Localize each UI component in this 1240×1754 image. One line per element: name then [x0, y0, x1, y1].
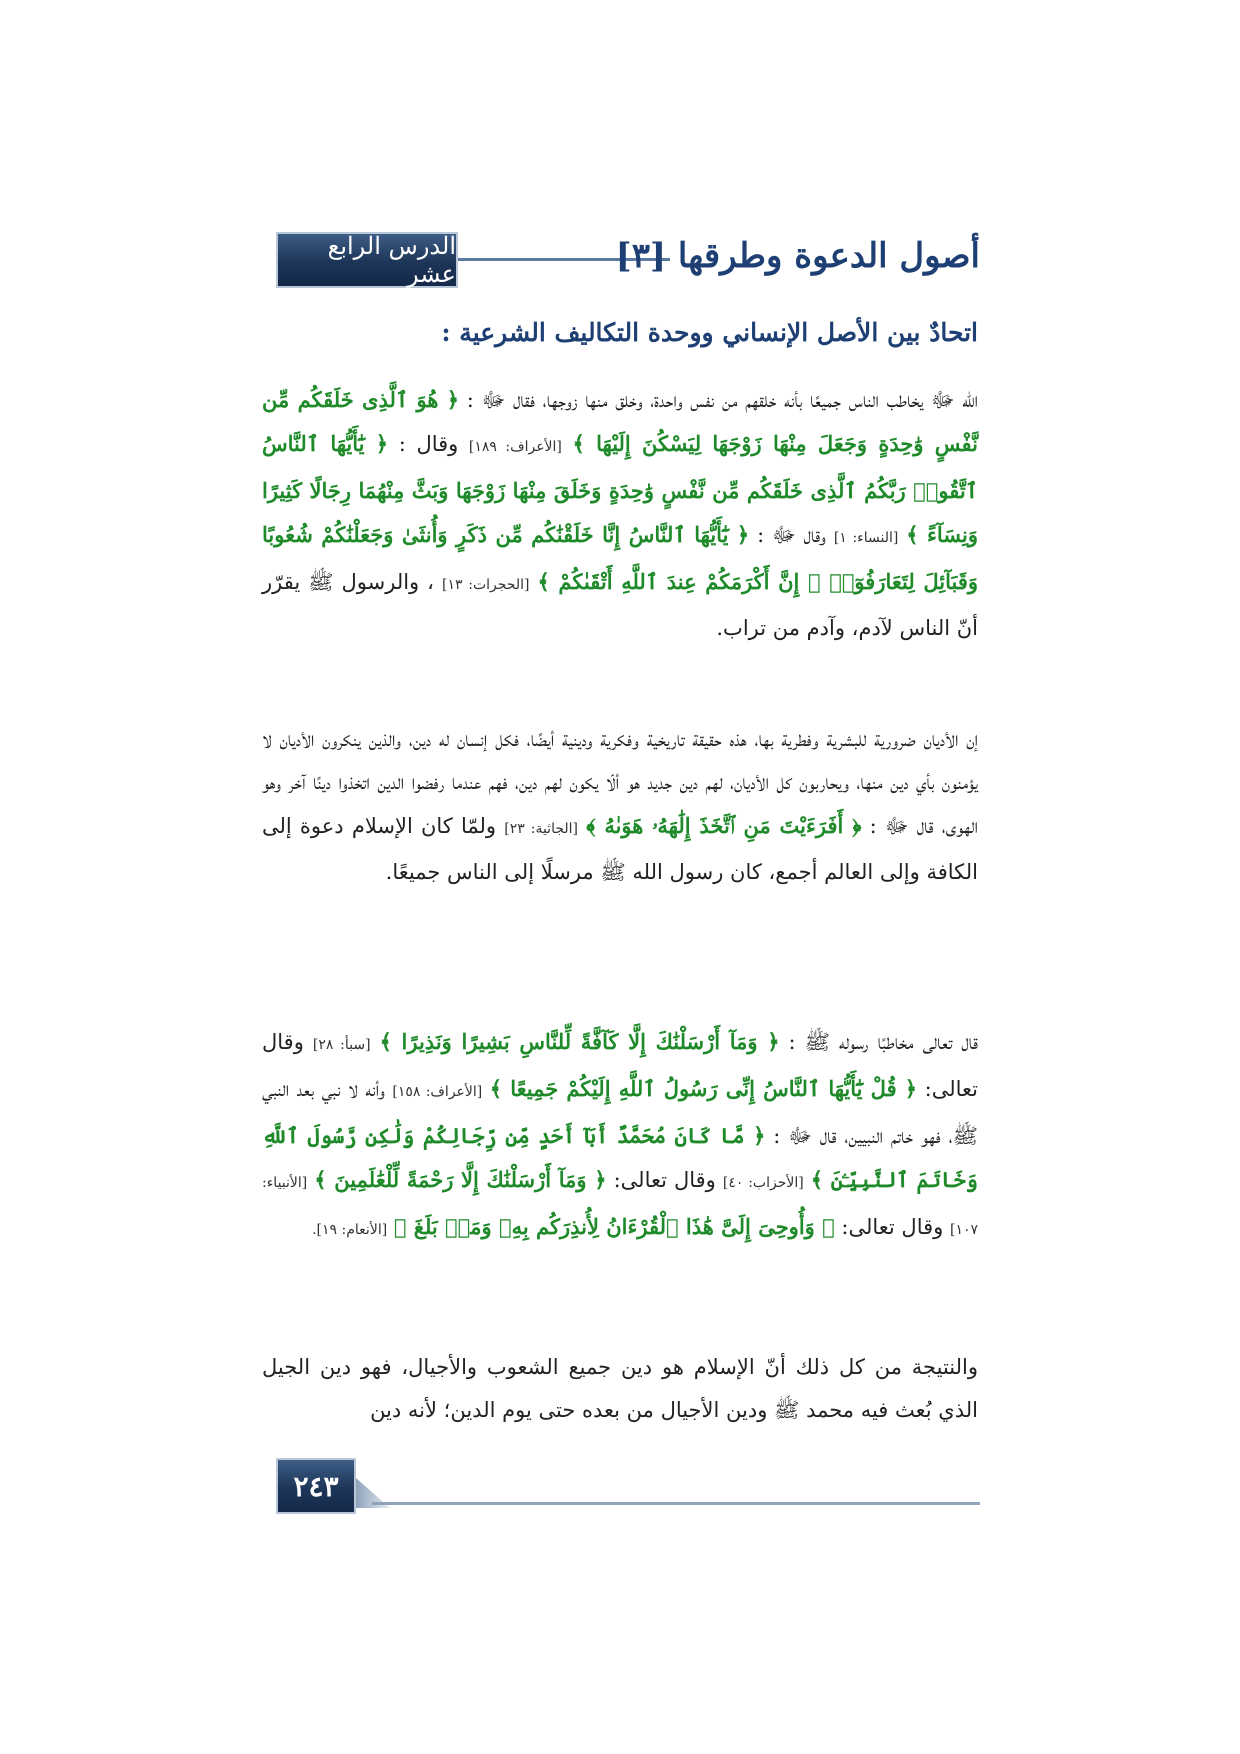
- quran-verse: ﴿ هُوَ ٱلَّذِى خَلَقَكُم مِّن نَّفْسٍ وَٰحِدَةٍ وَجَعَلَ مِنْهَا زَوْجَهَا لِيَسْكُنَ إِلَيْهَا ﴾: [262, 387, 978, 456]
- page-header: [276, 232, 980, 288]
- verse-reference: [الحجرات: ١٣]: [441, 577, 530, 593]
- quran-verse: ﴿ قُلْ يَٰٓأَيُّهَا ٱلنَّاسُ إِنِّى رَسُولُ ٱللَّهِ إِلَيْكُمْ جَمِيعًا ﴾: [489, 1076, 918, 1101]
- verse-reference: [الأحزاب: ٤٠]: [722, 1175, 804, 1191]
- verse-reference: [الأنبياء: ١٠٧]: [262, 1175, 978, 1238]
- text: الله ﷻ يخاطب الناس جميعًا بأنه خلقهم من نفس واحدة، وخلق منها زوجها، فقال ﷻ :: [466, 388, 978, 412]
- quran-verse: ﴿ يَٰٓأَيُّهَا ٱلنَّاسُ إِنَّا خَلَقْنَٰكُم مِّن ذَكَرٍ وَأُنثَىٰ وَجَعَلْنَٰكُمْ شُعُوبًا وَقَبَآئِلَ لِتَعَارَفُوٓا۟ ۚ إِنَّ أَكْرَمَكُمْ عِندَ ٱللَّهِ أَتْقَىٰكُمْ ﴾: [262, 522, 979, 594]
- verse-reference: [النساء: ١]: [833, 530, 899, 546]
- text: وقال :: [398, 432, 459, 456]
- text: وقال تعالى:: [841, 1215, 944, 1239]
- verse-reference: [الأعراف: ١٨٩]: [468, 439, 562, 455]
- text: وقال تعالى:: [613, 1168, 716, 1192]
- page-footer: [276, 1458, 980, 1514]
- text: قال تعالى مخاطبًا رسوله ﷺ :: [788, 1030, 978, 1054]
- section-heading: اتحادٌ بين الأصل الإنساني ووحدة التكاليف الشرعية :: [441, 318, 978, 347]
- verse-reference: [الأعراف: ١٥٨]: [392, 1084, 483, 1100]
- chapter-title: أصول الدعوة وطرقها [٣]: [615, 236, 980, 276]
- quran-verse: ﴿ يَٰٓأَيُّهَا ٱلنَّاسُ ٱتَّقُوا۟ رَبَّكُمُ ٱلَّذِى خَلَقَكُم مِّن نَّفْسٍ وَٰحِدَةٍ وَخَلَقَ مِنْهَا زَوْجَهَا وَبَثَّ مِنْهُمَا رِجَالًا كَثِيرًا وَنِسَآءً ﴾: [262, 431, 978, 547]
- quran-verse: ﴿ وَمَآ أَرْسَلْنَٰكَ إِلَّا رَحْمَةً لِّلْعَٰلَمِينَ ﴾: [314, 1167, 607, 1192]
- quran-verse: ﴿ أَفَرَءَيْتَ مَنِ ٱتَّخَذَ إِلَٰهَهُۥ هَوَىٰهُ ﴾: [586, 813, 862, 838]
- text: وقال ﷻ :: [757, 523, 826, 547]
- verse-reference: [الجاثية: ٢٣]: [504, 821, 578, 837]
- quran-verse: ﴿ وَمَآ أَرْسَلْنَٰكَ إِلَّا كَآفَّةً لِّلنَّاسِ بَشِيرًا وَنَذِيرًا ﴾: [379, 1029, 780, 1054]
- page-number: ٢٤٣: [276, 1458, 356, 1514]
- text: وقال تعالى:: [262, 1030, 978, 1101]
- text: ، والرسول ﷺ يقرّر أنّ الناس لآدم، وآدم من تراب.: [262, 570, 978, 640]
- text: ولمّا كان الإسلام دعوة إلى الكافة وإلى العالم أجمع، كان رسول الله ﷺ مرسلًا إلى الناس جميعًا.: [262, 814, 978, 884]
- footer-rule: [372, 1502, 980, 1505]
- lesson-badge: الدرس الرابع عشر: [276, 232, 458, 288]
- text: إن الأديان ضرورية للبشرية وفطرية بها، هذه حقيقة تاريخية وفكرية ودينية أيضًا، فكل إنسان له دين، والذين ينكرون الأديان لا يؤمنون بأي دين منها، ويحاربون كل الأديان، لهم دين جديد هو ألّا يكون لهم دين، فهم عندما رفضوا الدين اتخذوا دينًا آخر وهو الهوى، قال ﷻ :: [262, 727, 978, 838]
- quran-verse: ﴿ مَّا كَانَ مُحَمَّدٌ أَبَآ أَحَدٍ مِّن رِّجَالِكُمْ وَلَٰكِن رَّسُولَ ٱللَّهِ وَخَاتَمَ ٱلنَّبِيِّـۧنَ ﴾: [262, 1123, 978, 1192]
- text: وأنه لا نبي بعد النبي ﷺ، فهو خاتم النبيين، قال ﷻ :: [262, 1077, 978, 1148]
- paragraph-1: [262, 378, 978, 650]
- quran-verse: ﴿ وَأُوحِىَ إِلَىَّ هَٰذَا ٱلْقُرْءَانُ لِأُنذِرَكُم بِهِۦ وَمَنۢ بَلَغَ ﴾: [393, 1214, 835, 1239]
- paragraph-2: [262, 718, 978, 894]
- paragraph-4: والنتيجة من كل ذلك أنّ الإسلام هو دين جميع الشعوب والأجيال، فهو دين الجيل الذي بُعث فيه محمد ﷺ ودين الأجيال من بعده حتى يوم الدين؛ لأنه دين: [262, 1355, 978, 1422]
- verse-reference: [الأنعام: ١٩].: [312, 1222, 388, 1238]
- verse-reference: [سبأ: ٢٨]: [312, 1037, 371, 1053]
- paragraph-3: [262, 1020, 978, 1252]
